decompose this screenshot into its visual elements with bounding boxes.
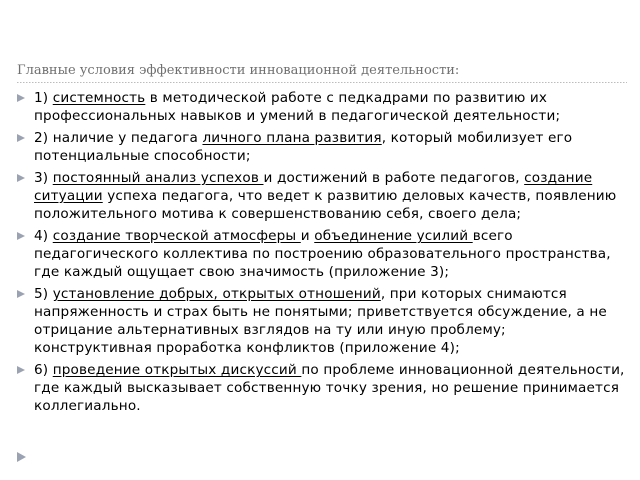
slide-title: Главные условия эффективности инновационной деятельности: <box>17 63 460 78</box>
list-item <box>14 129 626 165</box>
list-item <box>14 227 626 281</box>
item-key-term: объединение усилий <box>314 228 473 244</box>
triangle-bullet-icon <box>17 94 25 102</box>
item-text: по проблеме инновационной деятельности, где каждый высказывает собственную точку зрения, но решение принимается коллегиально. <box>34 362 625 414</box>
item-key-term: личного плана развития <box>202 130 382 146</box>
item-text: всего педагогического коллектива по построению образовательного пространства, где каждый ощущает свою значимость (приложение 3); <box>34 228 611 280</box>
title-divider <box>17 82 627 83</box>
item-prefix: 4) <box>34 228 53 244</box>
triangle-bullet-icon <box>17 174 25 182</box>
item-text: и достижений в работе педагогов, <box>263 170 525 186</box>
triangle-bullet-icon <box>17 366 25 374</box>
item-key-term: постоянный анализ успехов <box>52 170 264 186</box>
item-prefix: 6) <box>34 362 53 378</box>
triangle-bullet-icon <box>17 452 26 462</box>
item-prefix: 5) <box>34 286 53 302</box>
item-prefix: 2) наличие у педагога <box>34 130 203 146</box>
list-item <box>14 361 626 415</box>
list-item <box>14 169 626 223</box>
list-item <box>14 285 626 357</box>
item-key-term: создание ситуации <box>34 170 593 204</box>
item-key-term: системность <box>52 90 146 106</box>
item-text: и <box>300 228 315 244</box>
item-key-term: проведение открытых дискуссий <box>52 362 302 378</box>
item-text: , при которых снимаются напряженность и страх быть не понятыми; приветствуется обсуждение, а не отрицание альтернативных взглядов на ту или иную проблему; конструктивная проработка конфликтов (приложение 4); <box>34 286 607 356</box>
triangle-bullet-icon <box>17 290 25 298</box>
item-prefix: 1) <box>34 90 53 106</box>
item-prefix: 3) <box>34 170 53 186</box>
item-text: , который мобилизует его потенциальные способности; <box>34 130 573 164</box>
conditions-list <box>14 89 626 419</box>
triangle-bullet-icon <box>17 134 25 142</box>
item-text: в методической работе с педкадрами по развитию их профессиональных навыков и умений в педагогической деятельности; <box>34 90 561 124</box>
item-key-term: создание творческой атмосферы <box>52 228 301 244</box>
triangle-bullet-icon <box>17 232 25 240</box>
item-text: успеха педагога, что ведет к развитию деловых качеств, появлению положительного мотива к совершенствованию себя, своего дела; <box>34 188 617 222</box>
item-key-term: установление добрых, открытых отношений <box>52 286 381 302</box>
list-item <box>14 89 626 125</box>
